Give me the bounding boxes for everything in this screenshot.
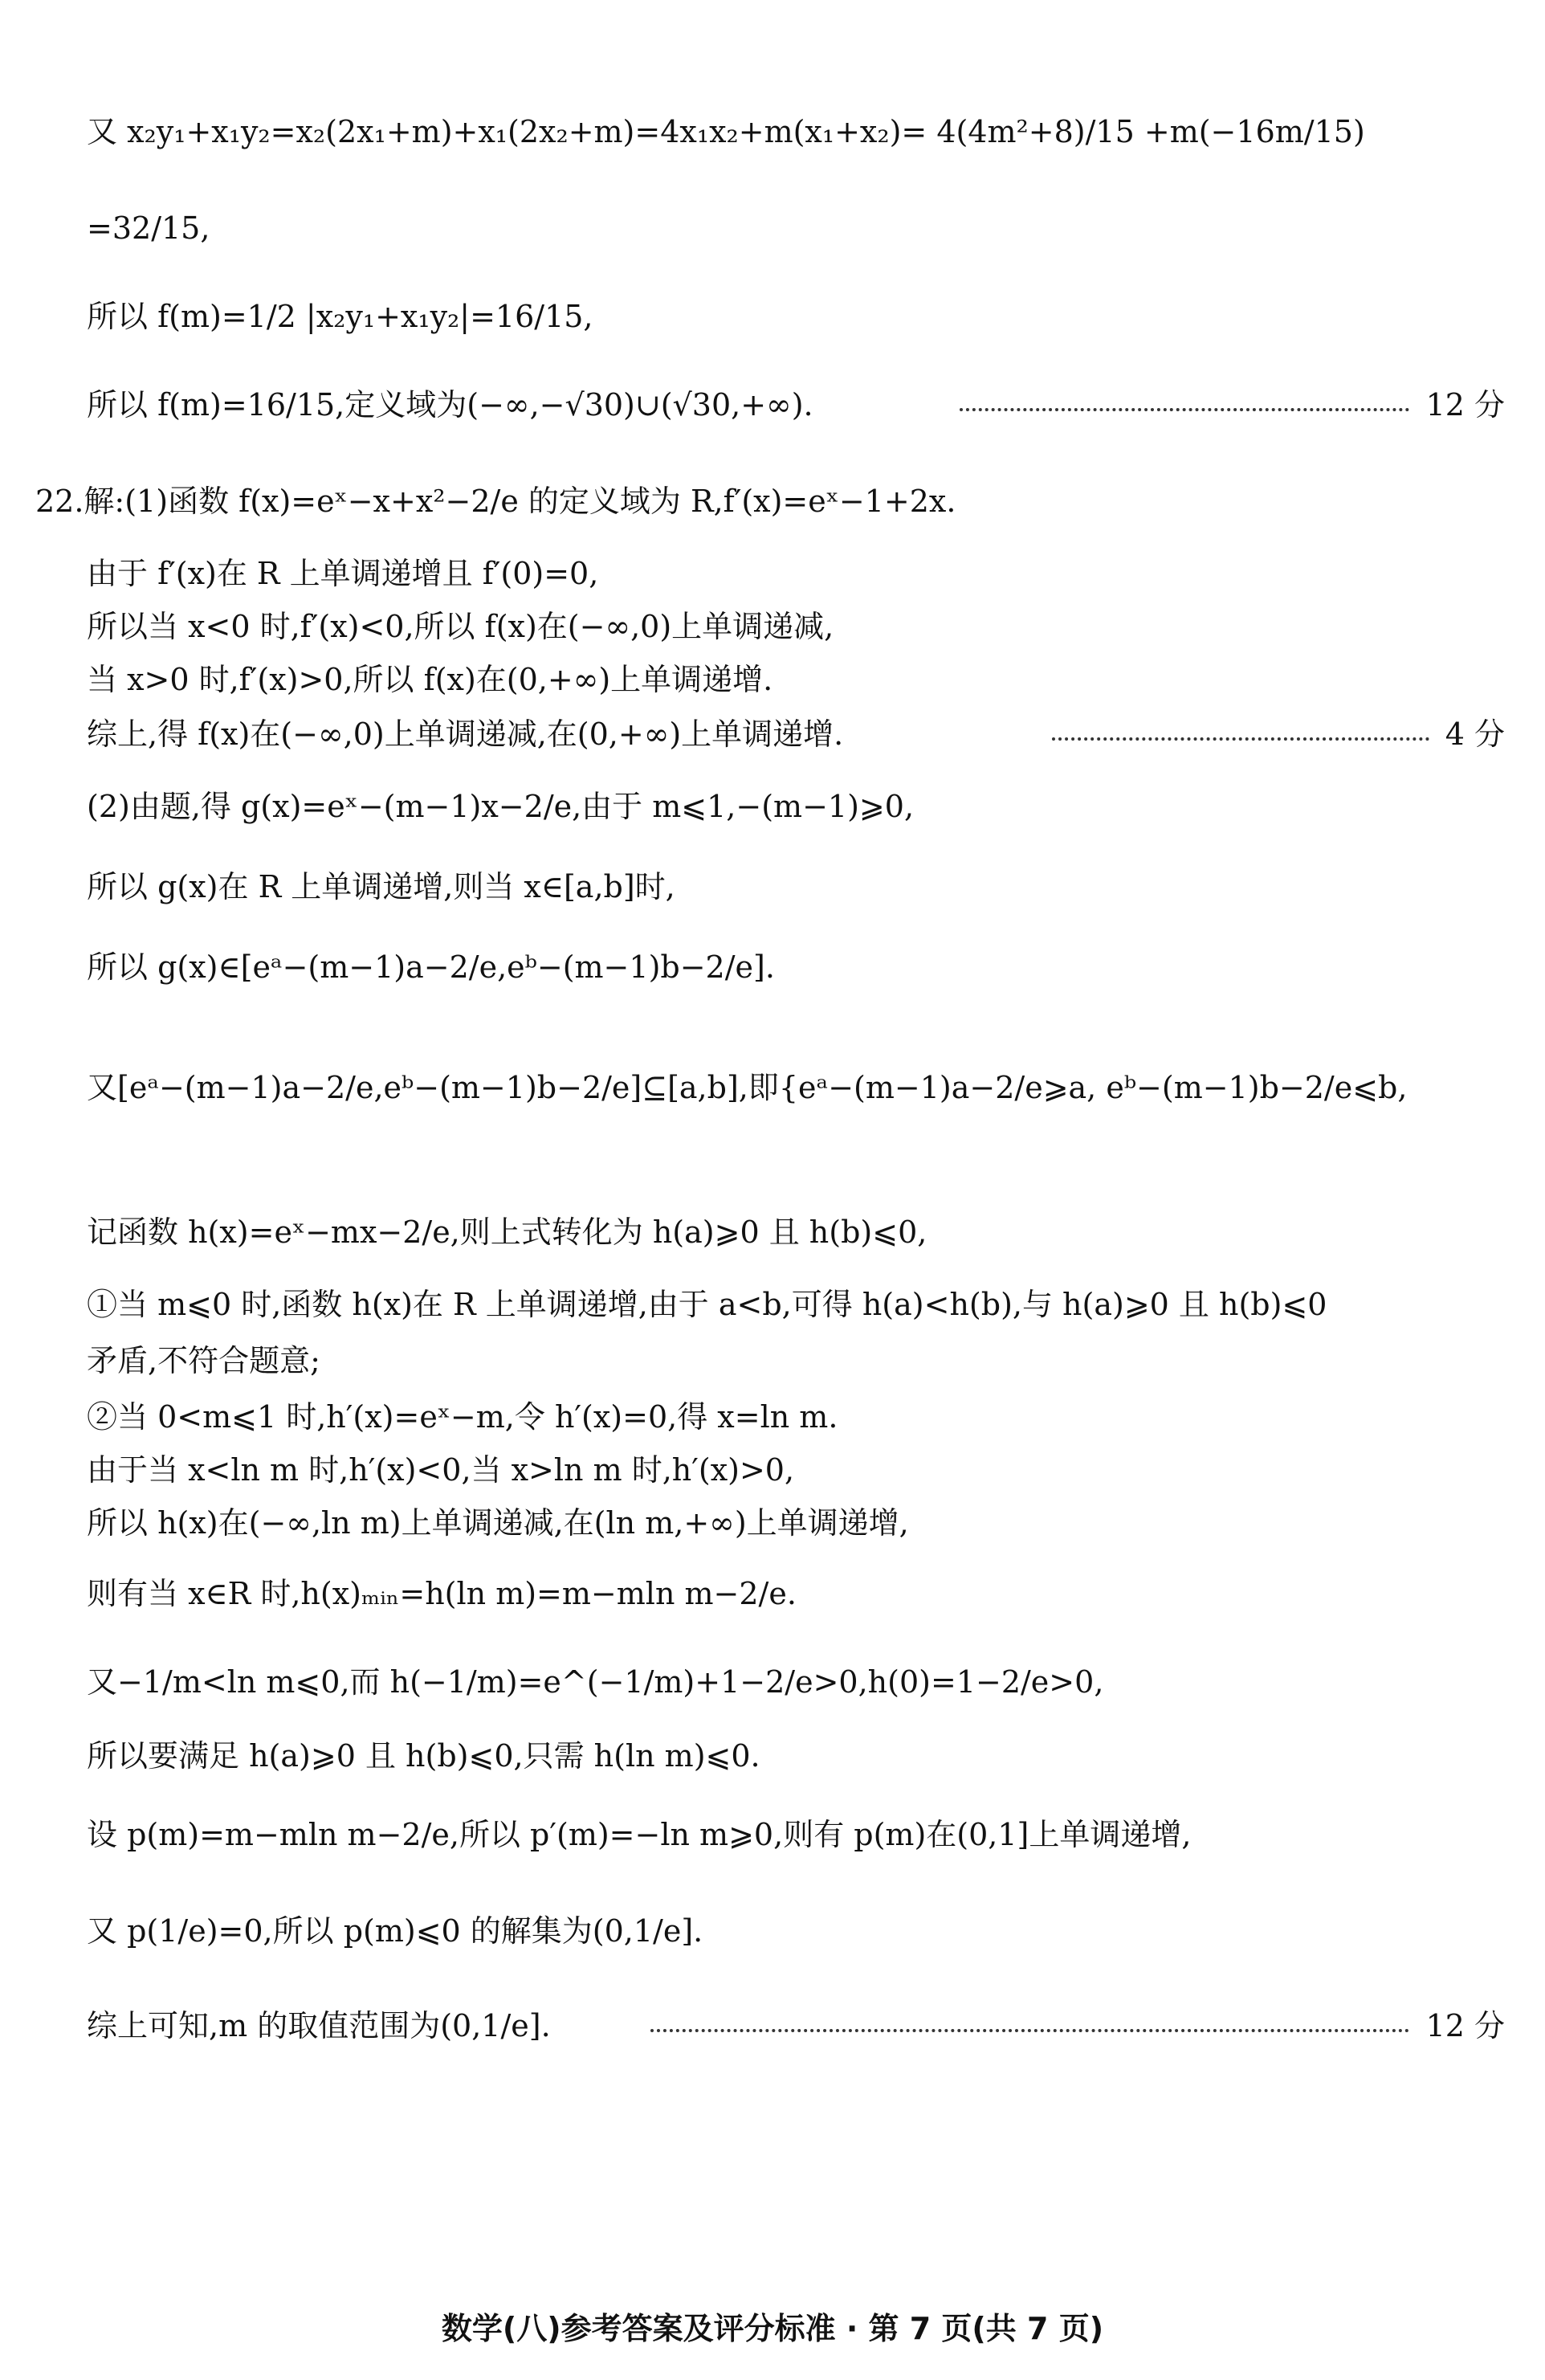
text-line: 所以 f(m)=1/2 |x₂y₁+x₁y₂|=16/15, (87, 299, 593, 334)
text-line: =32/15, (87, 210, 210, 246)
score-label: 12 分 (1425, 387, 1505, 423)
text-line: 设 p(m)=m−mln m−2/e,所以 p′(m)=−ln m⩾0,则有 p(m)在(0,1]上单调递增, (87, 1817, 1192, 1852)
text-line: 所以 g(x)∈[eᵃ−(m−1)a−2/e,eᵇ−(m−1)b−2/e]. (87, 949, 775, 985)
text-line: 综上,得 f(x)在(−∞,0)上单调递减,在(0,+∞)上单调递增. (87, 716, 844, 752)
text-line: 所以 h(x)在(−∞,ln m)上单调递减,在(ln m,+∞)上单调递增, (87, 1505, 909, 1541)
text-line: 又 x₂y₁+x₁y₂=x₂(2x₁+m)+x₁(2x₂+m)=4x₁x₂+m(x₁+x₂)= 4(4m²+8)/15 +m(−16m/15) (87, 114, 1365, 149)
dot-leader (960, 408, 1409, 411)
text-line: 又[eᵃ−(m−1)a−2/e,eᵇ−(m−1)b−2/e]⊆[a,b],即{eᵃ−(m−1)a−2/e⩾a, eᵇ−(m−1)b−2/e⩽b, (87, 1070, 1408, 1105)
text-line: 记函数 h(x)=eˣ−mx−2/e,则上式转化为 h(a)⩾0 且 h(b)⩽0, (87, 1214, 927, 1250)
dot-leader (650, 2029, 1409, 2032)
text-line: (2)由题,得 g(x)=eˣ−(m−1)x−2/e,由于 m⩽1,−(m−1)⩾0, (87, 789, 915, 824)
page-footer: 数学(八)参考答案及评分标准 · 第 7 页(共 7 页) (441, 2311, 1104, 2346)
text-line: 由于 f′(x)在 R 上单调递增且 f′(0)=0, (87, 556, 599, 591)
text-line: 所以当 x<0 时,f′(x)<0,所以 f(x)在(−∞,0)上单调递减, (87, 609, 834, 644)
score-label: 4 分 (1445, 716, 1505, 752)
question-22-heading: 22.解:(1)函数 f(x)=eˣ−x+x²−2/e 的定义域为 R,f′(x)=eˣ−1+2x. (35, 484, 956, 519)
text-line: 当 x>0 时,f′(x)>0,所以 f(x)在(0,+∞)上单调递增. (87, 662, 773, 697)
text-line: ②当 0<m⩽1 时,h′(x)=eˣ−m,令 h′(x)=0,得 x=ln m. (87, 1399, 838, 1435)
dot-leader (1052, 737, 1429, 741)
text-line: 矛盾,不符合题意; (87, 1343, 320, 1378)
text-line: 又 p(1/e)=0,所以 p(m)⩽0 的解集为(0,1/e]. (87, 1913, 703, 1949)
text-line: 则有当 x∈R 时,h(x)ₘᵢₙ=h(ln m)=m−mln m−2/e. (87, 1576, 797, 1611)
text-line: 综上可知,m 的取值范围为(0,1/e]. (87, 2008, 551, 2043)
text-line: 所以 f(m)=16/15,定义域为(−∞,−√30)∪(√30,+∞). (87, 387, 813, 423)
text-line: ①当 m⩽0 时,函数 h(x)在 R 上单调递增,由于 a<b,可得 h(a)<h(b),与 h(a)⩾0 且 h(b)⩽0 (87, 1287, 1327, 1322)
text-line: 所以要满足 h(a)⩾0 且 h(b)⩽0,只需 h(ln m)⩽0. (87, 1738, 760, 1774)
text-line: 所以 g(x)在 R 上单调递增,则当 x∈[a,b]时, (87, 869, 675, 904)
text-line: 又−1/m<ln m⩽0,而 h(−1/m)=e^(−1/m)+1−2/e>0,h(0)=1−2/e>0, (87, 1664, 1104, 1700)
text-line: 由于当 x<ln m 时,h′(x)<0,当 x>ln m 时,h′(x)>0, (87, 1452, 795, 1488)
score-label: 12 分 (1425, 2008, 1505, 2043)
